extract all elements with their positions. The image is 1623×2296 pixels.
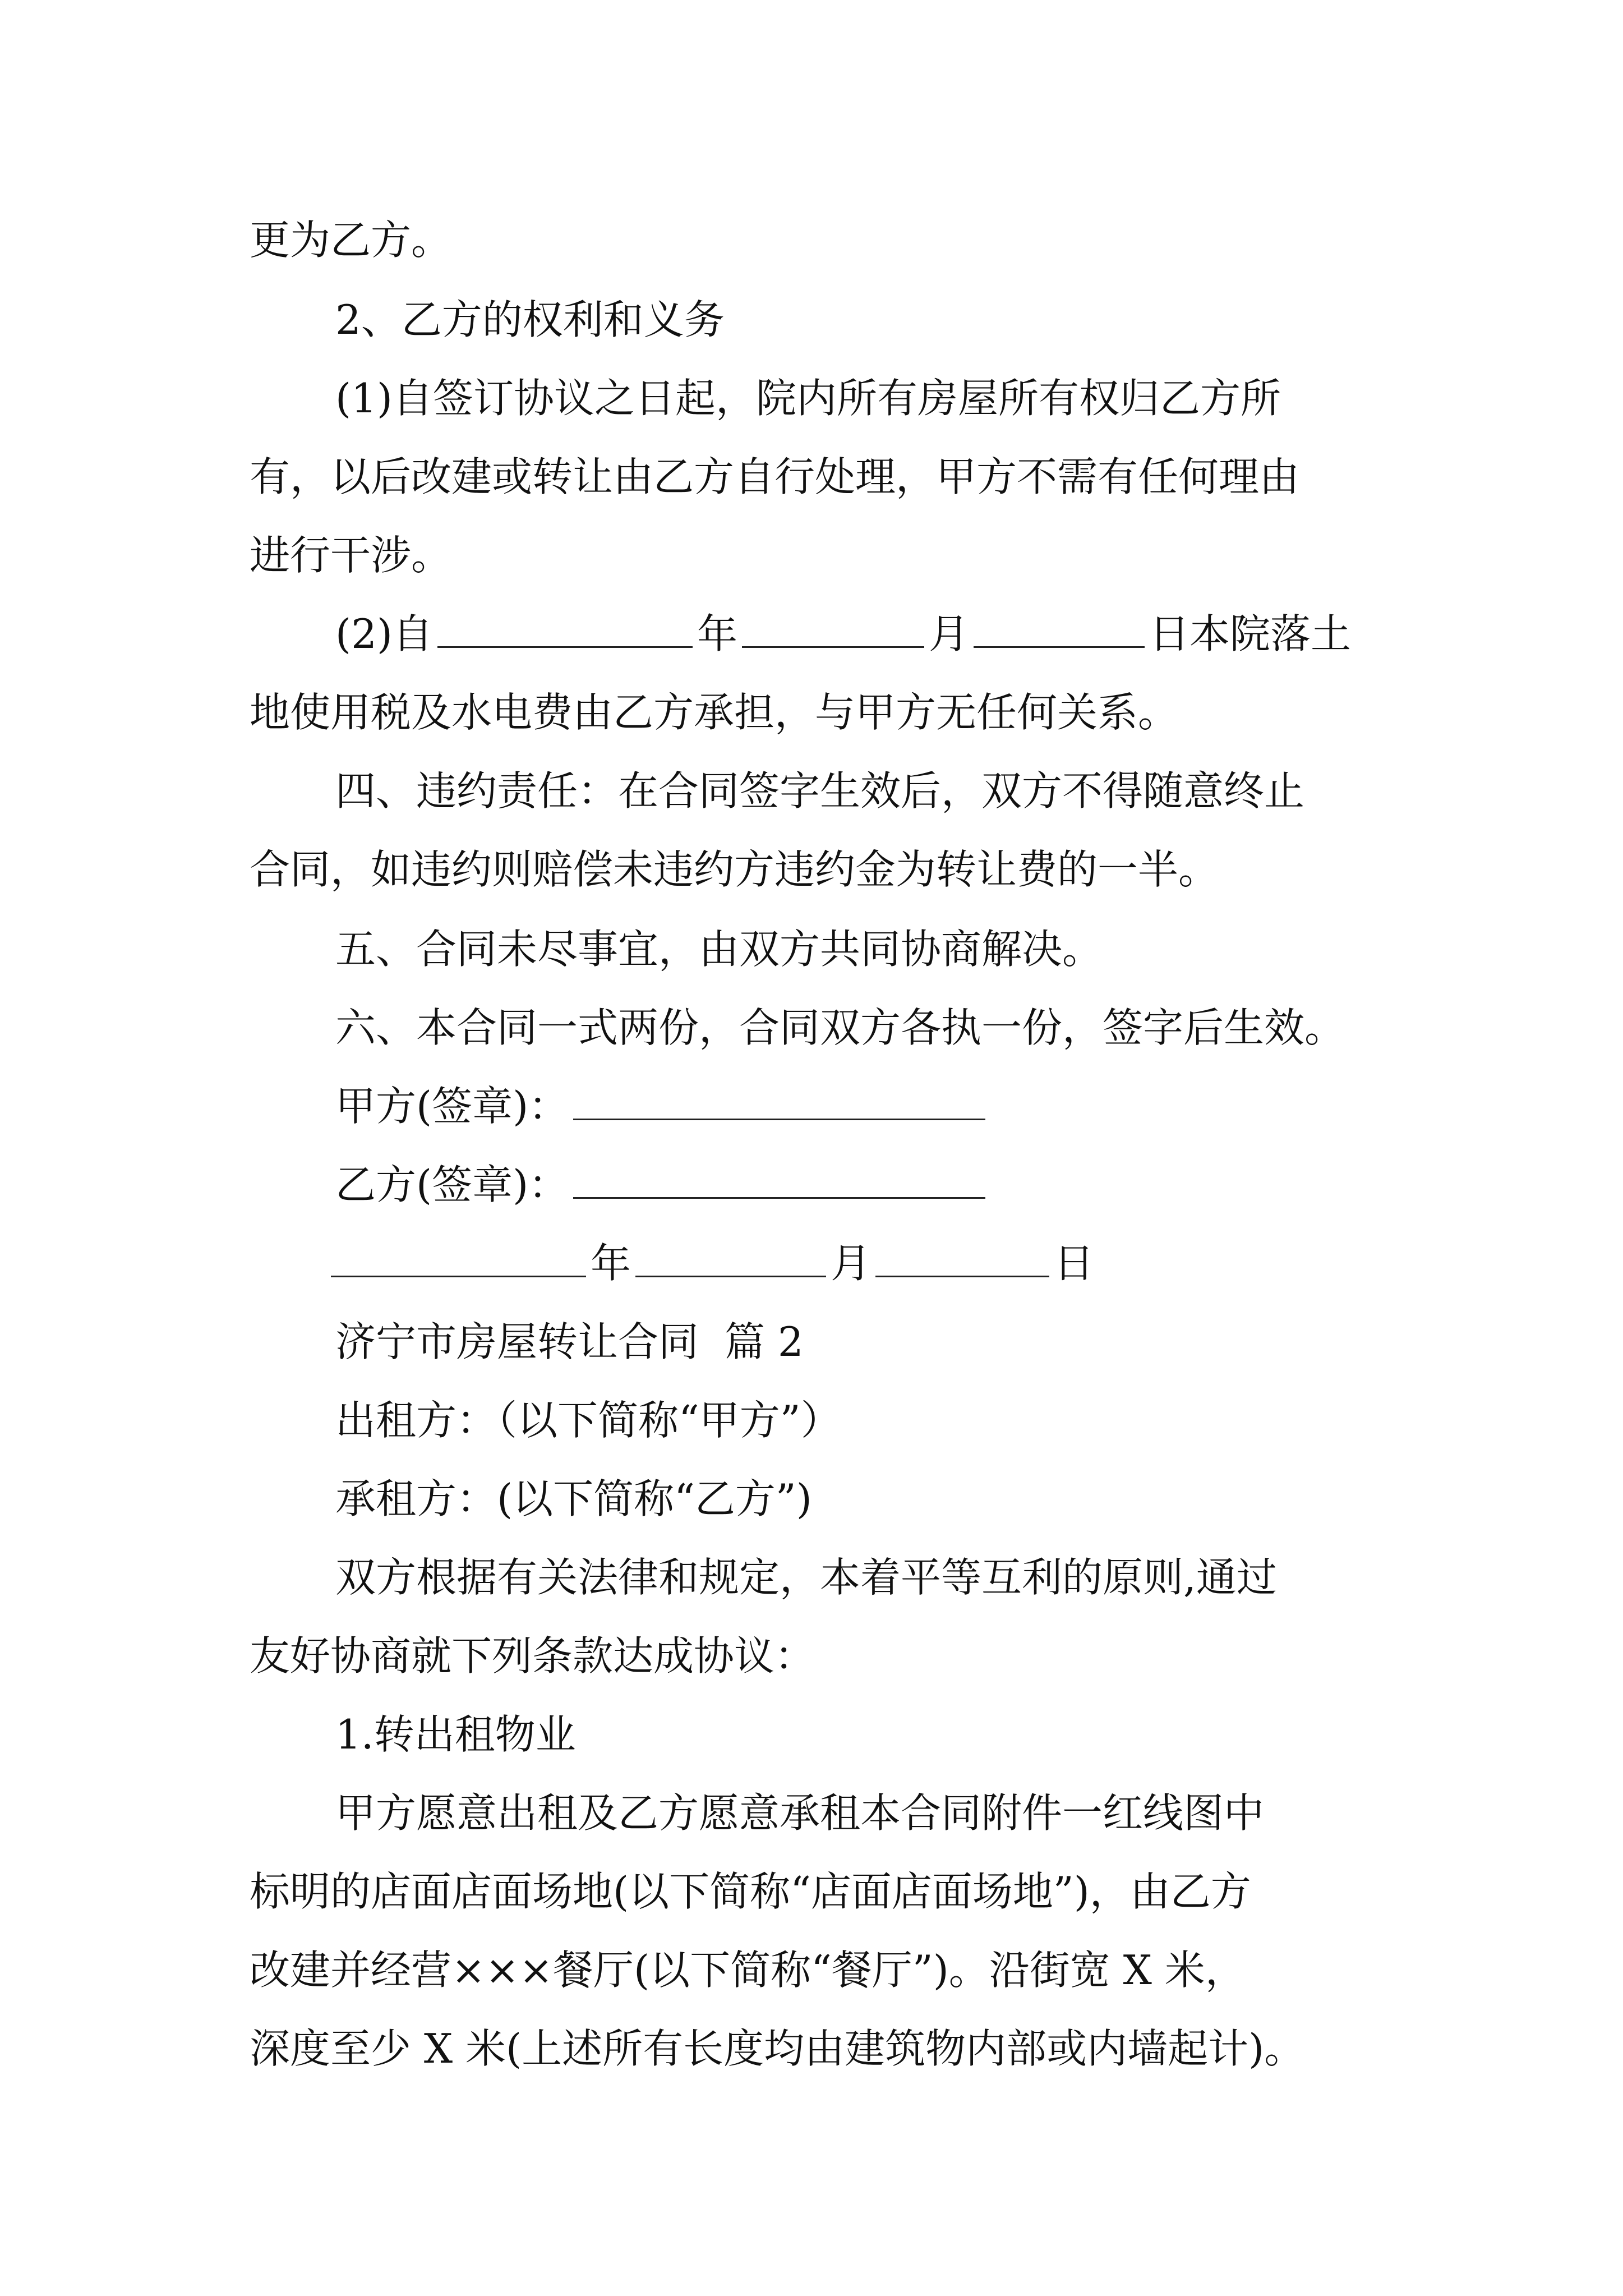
- paragraph-line: 深度至少 X 米(上述所有长度均由建筑物内部或内墙起计)。: [250, 2025, 1305, 2072]
- paragraph-line: 双方根据有关法律和规定，本着平等互利的原则,通过: [335, 1554, 1277, 1601]
- date-prefix: (2)自: [335, 610, 433, 657]
- paragraph-line: 进行干涉。: [250, 532, 452, 579]
- paragraph-line: 合同，如违约则赔偿未违约方违约金为转让费的一半。: [250, 846, 1219, 893]
- section-heading: 1.转出租物业: [335, 1711, 576, 1758]
- paragraph-line: (1)自签订协议之日起，院内所有房屋所有权归乙方所: [335, 375, 1281, 422]
- date-clause-line: [0, 607, 1623, 661]
- day-blank: [974, 609, 1145, 648]
- paragraph-line: 四、违约责任：在合同签字生效后，双方不得随意终止: [335, 767, 1305, 815]
- day-suffix: 日本院落土: [1149, 610, 1352, 657]
- month-blank: [742, 609, 924, 648]
- part-number: 篇 2: [725, 1318, 804, 1365]
- year-label: 年: [697, 610, 738, 657]
- section-title: [0, 1315, 1623, 1369]
- day-label: 日: [1054, 1240, 1095, 1287]
- month-label: 月: [831, 1240, 872, 1287]
- party-b-signature-line: [0, 1158, 1623, 1212]
- paragraph-line: 甲方愿意出租及乙方愿意承租本合同附件一红线图中: [335, 1789, 1265, 1837]
- paragraph-line: 六、本合同一式两份，合同双方各执一份，签字后生效。: [335, 1004, 1345, 1051]
- year-blank: [437, 609, 693, 648]
- month-blank: [635, 1239, 826, 1277]
- party-b-label: 乙方(签章)：: [335, 1161, 569, 1208]
- paragraph-line: 更为乙方。: [250, 217, 452, 264]
- section-heading: 2、乙方的权利和义务: [335, 296, 725, 343]
- lessor-line: 出租方：（以下简称“甲方”）: [335, 1397, 841, 1444]
- paragraph-line: 改建并经营×××餐厅(以下简称“餐厅”)。沿街宽 X 米，: [250, 1947, 1246, 1994]
- year-label: 年: [591, 1240, 631, 1287]
- lessee-line: 承租方：(以下简称“乙方”): [335, 1475, 812, 1522]
- paragraph-line: 有，以后改建或转让由乙方自行处理，甲方不需有任何理由: [250, 453, 1300, 500]
- month-label: 月: [929, 610, 970, 657]
- paragraph-line: 友好协商就下列条款达成协议：: [250, 1632, 815, 1680]
- contract-title: 济宁市房屋转让合同: [335, 1318, 699, 1365]
- paragraph-line: 地使用税及水电费由乙方承担，与甲方无任何关系。: [250, 689, 1179, 736]
- paragraph-line: 五、合同未尽事宜，由双方共同协商解决。: [335, 926, 1103, 973]
- signing-date-line: [0, 1236, 1623, 1290]
- year-blank: [331, 1239, 586, 1277]
- party-a-signature-blank: [573, 1082, 985, 1120]
- party-b-signature-blank: [573, 1160, 985, 1199]
- party-a-label: 甲方(签章)：: [335, 1083, 569, 1130]
- paragraph-line: 标明的店面店面场地(以下简称“店面店面场地”)，由乙方: [250, 1868, 1251, 1915]
- day-blank: [875, 1239, 1049, 1277]
- party-a-signature-line: [0, 1079, 1623, 1133]
